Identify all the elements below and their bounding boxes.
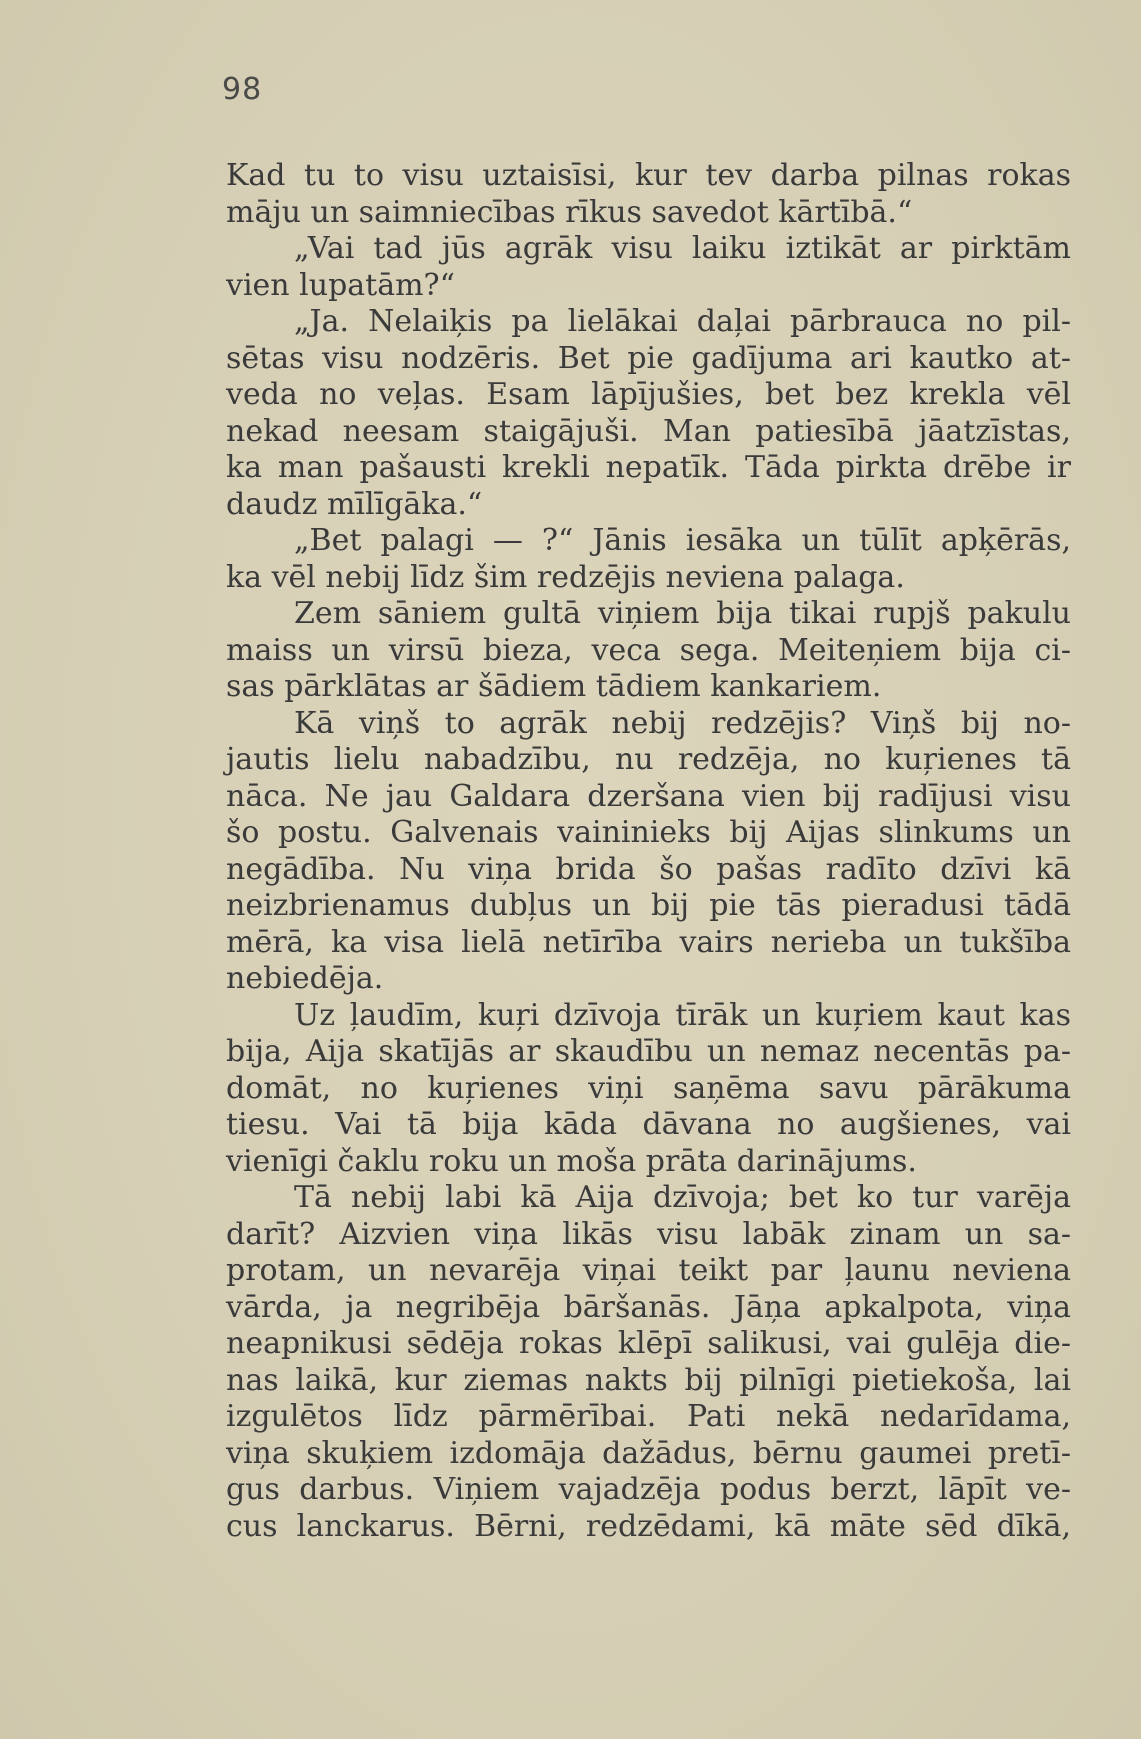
- text-line: Uz ļaudīm, kuŗi dzīvoja tīrāk un kuŗiem kaut kas: [294, 997, 1071, 1033]
- text-line: Kad tu to visu uztaisīsi, kur tev darba pilnas rokas: [226, 158, 1071, 193]
- text-line: nebiedēja.: [226, 961, 384, 996]
- text-line: neizbrienamus dubļus un bij pie tās pieradusi tādā: [226, 888, 1071, 923]
- text-line: vien lupatām?“: [226, 267, 455, 303]
- text-line: nas laikā, kur ziemas nakts bij pilnīgi pietiekoša, lai: [226, 1362, 1071, 1398]
- text-line: veda no veļas. Esam lāpījušies, bet bez krekla vēl: [226, 377, 1071, 412]
- body-text: [226, 158, 1071, 1545]
- text-line: bija, Aija skatījās ar skaudību un nemaz necentās pa-: [226, 1034, 1071, 1069]
- text-line: vienīgi čaklu roku un moša prāta darinājums.: [226, 1143, 917, 1179]
- text-line: jautis lielu nabadzību, nu redzēja, no kuŗienes tā: [226, 742, 1071, 777]
- text-line: cus lanckarus. Bērni, redzēdami, kā māte sēd dīkā,: [226, 1508, 1071, 1544]
- text-line: tiesu. Vai tā bija kāda dāvana no augšienes, vai: [226, 1107, 1071, 1142]
- text-line: nekad neesam staigājuši. Man patiesībā jāatzīstas,: [226, 413, 1071, 449]
- text-line: mērā, ka visa lielā netīrība vairs nerieba un tukšība: [226, 924, 1071, 960]
- text-line: „Ja. Nelaiķis pa lielākai daļai pārbrauca no pil-: [294, 304, 1071, 339]
- text-line: viņa skuķiem izdomāja dažādus, bērnu gaumei pretī-: [226, 1435, 1071, 1471]
- text-line: „Vai tad jūs agrāk visu laiku iztikāt ar pirktām: [294, 231, 1071, 266]
- text-line: Zem sāniem gultā viņiem bija tikai rupjš pakulu: [294, 596, 1071, 631]
- text-line: nāca. Ne jau Galdara dzeršana vien bij radījusi visu: [226, 778, 1071, 814]
- text-line: šo postu. Galvenais vaininieks bij Aijas slinkums un: [226, 815, 1071, 850]
- text-line: ka man pašausti krekli nepatīk. Tāda pirkta drēbe ir: [226, 450, 1071, 485]
- text-line: neapnikusi sēdēja rokas klēpī salikusi, vai gulēja die-: [226, 1326, 1071, 1361]
- text-line: Tā nebij labi kā Aija dzīvoja; bet ko tur varēja: [294, 1180, 1071, 1215]
- text-line: daudz mīlīgāka.“: [226, 486, 483, 522]
- text-line: maiss un virsū bieza, veca sega. Meiteņiem bija ci-: [226, 632, 1071, 668]
- text-line: negādība. Nu viņa brida šo pašas radīto dzīvi kā: [226, 851, 1071, 887]
- text-line: māju un saimniecības rīkus savedot kārtībā.“: [226, 194, 913, 230]
- text-line: vārda, ja negribēja bāršanās. Jāņa apkalpota, viņa: [226, 1289, 1071, 1325]
- text-line: izgulētos līdz pārmērībai. Pati nekā nedarīdama,: [226, 1399, 1071, 1434]
- text-line: domāt, no kuŗienes viņi saņēma savu pārākuma: [226, 1070, 1071, 1106]
- text-line: darīt? Aizvien viņa likās visu labāk zinam un sa-: [226, 1216, 1071, 1252]
- text-line: sas pārklātas ar šādiem tādiem kankariem.: [226, 669, 882, 704]
- text-line: protam, un nevarēja viņai teikt par ļaunu neviena: [226, 1253, 1071, 1288]
- text-line: gus darbus. Viņiem vajadzēja podus berzt, lāpīt ve-: [226, 1472, 1071, 1507]
- text-line: Kā viņš to agrāk nebij redzējis? Viņš bij no-: [294, 705, 1071, 741]
- text-line: sētas visu nodzēris. Bet pie gadījuma ari kautko at-: [226, 340, 1071, 376]
- text-line: ka vēl nebij līdz šim redzējis neviena palaga.: [226, 559, 905, 595]
- text-line: „Bet palagi — ?“ Jānis iesāka un tūlīt apķērās,: [294, 523, 1071, 558]
- page-number: 98: [222, 72, 263, 107]
